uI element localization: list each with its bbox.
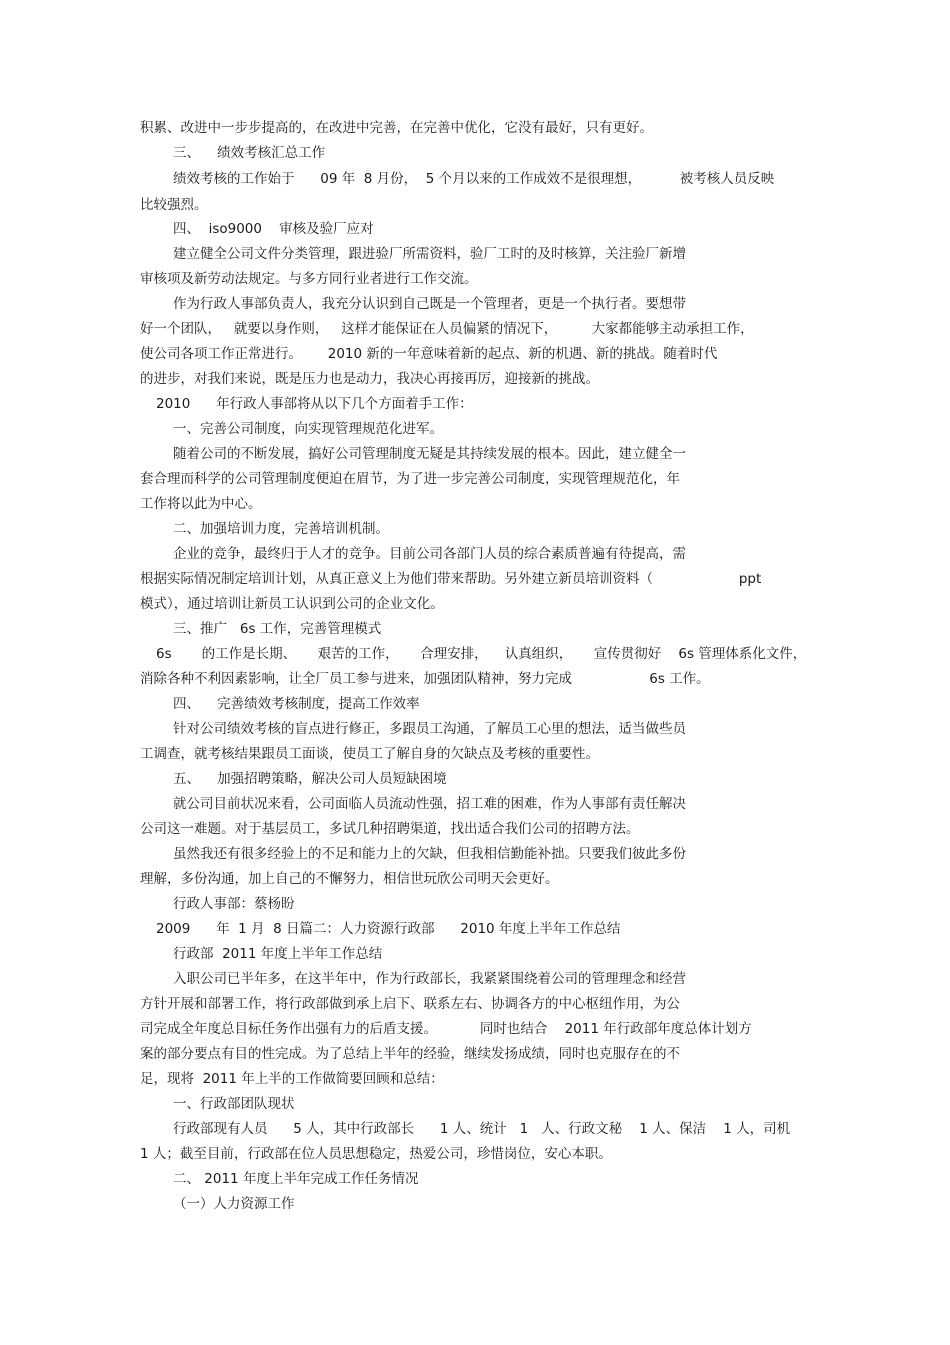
text-line: 足，现将 2011 年上半的工作做简要回顾和总结：: [140, 1071, 444, 1087]
text-line: 虽然我还有很多经验上的不足和能力上的欠缺，但我相信勤能补拙。只要我们彼此多份: [173, 846, 686, 862]
text-line: 理解，多份沟通，加上自己的不懈努力，相信世玩欣公司明天会更好。: [140, 871, 559, 887]
section-heading: 二、加强培训力度，完善培训机制。: [173, 521, 389, 537]
text-line: 好一个团队， 就要以身作则， 这样才能保证在人员偏紧的情况下， 大家都能够主动承担工作，: [140, 321, 754, 337]
signature-line: 行政人事部：蔡杨盼: [173, 896, 295, 912]
text-line: 绩效考核的工作始于 09 年 8 月份， 5 个月以来的工作成效不是很理想， 被考核人员反映: [173, 171, 775, 187]
section-heading: 四、 iso9000 审核及验厂应对: [173, 221, 374, 237]
text-line: 积累、改进中一步步提高的，在改进中完善，在完善中优化，它没有最好，只有更好。: [140, 120, 653, 136]
text-line: 比较强烈。: [140, 197, 208, 213]
text-line: 针对公司绩效考核的盲点进行修正，多跟员工沟通，了解员工心里的想法，适当做些员: [173, 721, 686, 737]
text-line: 就公司目前状况来看，公司面临人员流动性强，招工难的困难，作为人事部有责任解决: [173, 796, 686, 812]
section-heading: 二、 2011 年度上半年完成工作任务情况: [173, 1171, 419, 1187]
text-line: 企业的竞争，最终归于人才的竞争。目前公司各部门人员的综合素质普遍有待提高，需: [173, 546, 686, 562]
text-line: 案的部分要点有目的性完成。为了总结上半年的经验，继续发扬成绩，同时也克服存在的不: [140, 1046, 680, 1062]
text-line: 消除各种不利因素影响，让全厂员工参与进来，加强团队精神，努力完成 6s 工作。: [140, 671, 710, 687]
text-line: 工调查，就考核结果跟员工面谈，使员工了解自身的欠缺点及考核的重要性。: [140, 746, 599, 762]
text-line: 使公司各项工作正常进行。 2010 新的一年意味着新的起点、新的机遇、新的挑战。随着时代: [140, 346, 718, 362]
text-line: 2009 年 1 月 8 日篇二：人力资源行政部 2010 年度上半年工作总结: [156, 921, 621, 937]
section-heading: 三、 绩效考核汇总工作: [173, 145, 326, 161]
text-line: 根据实际情况制定培训计划，从真正意义上为他们带来帮助。另外建立新员培训资料（ ppt: [140, 571, 762, 587]
text-line: 的进步，对我们来说，既是压力也是动力，我决心再接再厉，迎接新的挑战。: [140, 371, 599, 387]
text-line: 行政部现有人员 5 人，其中行政部长 1 人、统计 1 人、行政文秘 1 人、保洁 1 人，司机: [173, 1121, 791, 1137]
text-line: 方针开展和部署工作，将行政部做到承上启下、联系左右、协调各方的中心枢纽作用，为公: [140, 996, 680, 1012]
section-heading: 一、行政部团队现状: [173, 1096, 295, 1112]
text-line: 审核项及新劳动法规定。与多方同行业者进行工作交流。: [140, 271, 478, 287]
text-line: 入职公司已半年多，在这半年中，作为行政部长，我紧紧围绕着公司的管理理念和经营: [173, 971, 686, 987]
document-subtitle: 行政部 2011 年度上半年工作总结: [173, 946, 383, 962]
section-heading: 一、完善公司制度，向实现管理规范化进军。: [173, 421, 443, 437]
section-heading: 四、 完善绩效考核制度，提高工作效率: [173, 696, 420, 712]
section-heading: （一）人力资源工作: [173, 1196, 295, 1212]
text-line: 套合理而科学的公司管理制度便迫在眉节，为了进一步完善公司制度，实现管理规范化，年: [140, 471, 680, 487]
text-line: 6s 的工作是长期、 艰苦的工作， 合理安排， 认真组织， 宣传贯彻好 6s 管理体系化文件，: [156, 646, 807, 662]
section-heading: 三、推广 6s 工作，完善管理模式: [173, 621, 382, 637]
text-line: 建立健全公司文件分类管理，跟进验厂所需资料，验厂工时的及时核算，关注验厂新增: [173, 246, 686, 262]
text-line: 随着公司的不断发展，搞好公司管理制度无疑是其持续发展的根本。因此，建立健全一: [173, 446, 686, 462]
text-line: 模式），通过培训让新员工认识到公司的企业文化。: [140, 596, 444, 612]
text-line: 司完成全年度总目标任务作出强有力的后盾支援。 同时也结合 2011 年行政部年度总体计划方: [140, 1021, 752, 1037]
text-line: 1 人；截至目前，行政部在位人员思想稳定，热爱公司，珍惜岗位，安心本职。: [140, 1146, 612, 1162]
section-heading: 五、 加强招聘策略，解决公司人员短缺困境: [173, 771, 447, 787]
text-line: 公司这一难题。对于基层员工，多试几种招聘渠道，找出适合我们公司的招聘方法。: [140, 821, 640, 837]
text-line: 2010 年行政人事部将从以下几个方面着手工作：: [156, 396, 473, 412]
text-line: 作为行政人事部负责人，我充分认识到自己既是一个管理者，更是一个执行者。要想带: [173, 296, 686, 312]
text-line: 工作将以此为中心。: [140, 496, 262, 512]
